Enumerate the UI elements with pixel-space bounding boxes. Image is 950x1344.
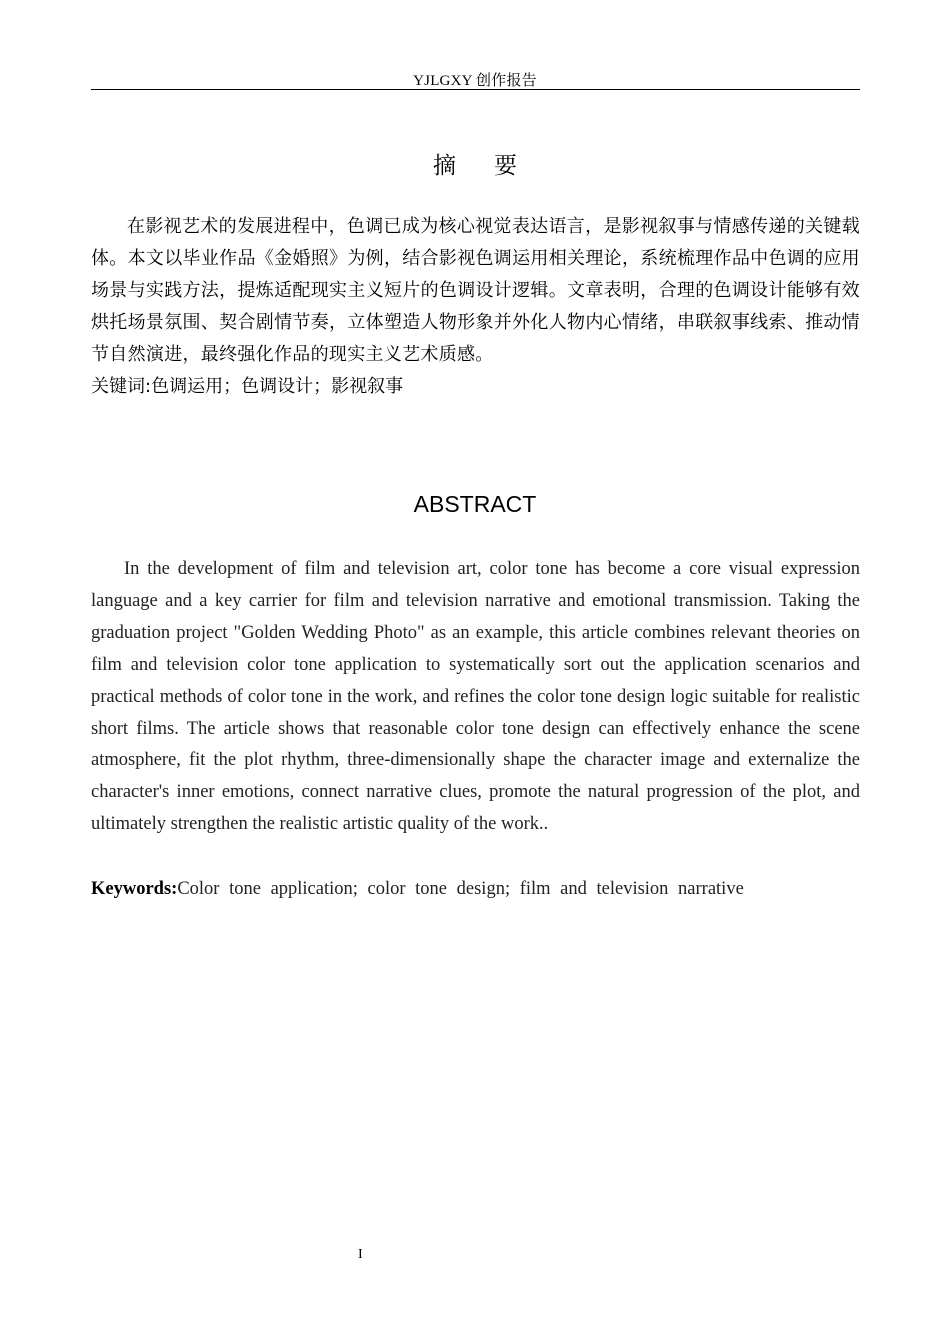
english-keywords-line [91,873,860,905]
chinese-abstract-title: 摘要 [433,153,555,179]
header-divider [91,89,860,90]
chinese-keywords-line [91,371,860,403]
english-abstract-title: ABSTRACT [413,491,537,517]
english-keywords-text: Color tone application; color tone design; film and television narrative [177,879,744,899]
english-abstract-body: In the development of film and television art, color tone has become a core visual expression language and a key carrier for film and television narrative and emotional transmission. Taking the graduation project "Golden Wedding Photo" as an example, this article combines relevant theories on film and television color tone application to systematically sort out the application scenarios and practical methods of color tone in the work, and refines the color tone design logic suitable for realistic short films. The article shows that reasonable color tone design can effectively enhance the scene atmosphere, fit the plot rhythm, three-dimensionally shape the character image and externalize the character's inner emotions, connect narrative clues, promote the natural progression of the plot, and ultimately strengthen the realistic artistic quality of the work.. [91,559,860,835]
page-number: I [358,1247,363,1262]
chinese-abstract-body: 在影视艺术的发展进程中，色调已成为核心视觉表达语言，是影视叙事与情感传递的关键载体。本文以毕业作品《金婚照》为例，结合影视色调运用相关理论，系统梳理作品中色调的应用场景与实践方法，提炼适配现实主义短片的色调设计逻辑。文章表明，合理的色调设计能够有效烘托场景氛围、契合剧情节奏，立体塑造人物形象并外化人物内心情绪，串联叙事线索、推动情节自然演进，最终强化作品的现实主义艺术质感。 [91,216,860,365]
running-header: YJLGXY 创作报告 [413,73,537,89]
chinese-keywords-text: 色调运用；色调设计；影视叙事 [151,376,404,397]
chinese-keywords-label: 关键词: [91,376,152,397]
english-keywords-label: Keywords: [91,879,178,899]
